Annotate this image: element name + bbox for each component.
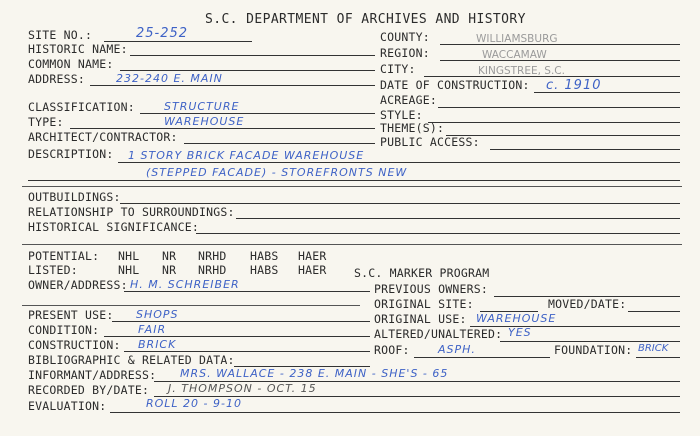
stamp-region: WACCAMAW bbox=[482, 49, 547, 61]
label-informant: INFORMANT/ADDRESS: bbox=[28, 368, 157, 382]
listed-nr: NR bbox=[162, 263, 177, 277]
line-region bbox=[440, 60, 680, 61]
value-condition: FAIR bbox=[138, 323, 167, 336]
label-present-use: PRESENT USE: bbox=[28, 308, 114, 322]
label-architect: ARCHITECT/CONTRACTOR: bbox=[28, 130, 178, 144]
listed-habs: HABS bbox=[250, 263, 279, 277]
line-altered bbox=[500, 341, 680, 342]
label-address: ADDRESS: bbox=[28, 72, 85, 86]
line-owner-address bbox=[124, 291, 370, 292]
label-description: DESCRIPTION: bbox=[28, 147, 114, 161]
value-foundation: BRICK bbox=[638, 343, 669, 354]
label-condition: CONDITION: bbox=[28, 323, 100, 337]
label-type: TYPE: bbox=[28, 115, 64, 129]
label-listed: LISTED: bbox=[28, 263, 78, 277]
value-evaluation: ROLL 20 - 9-10 bbox=[146, 397, 242, 410]
label-bibliographic: BIBLIOGRAPHIC & RELATED DATA: bbox=[28, 353, 235, 367]
card-title: S.C. DEPARTMENT OF ARCHIVES AND HISTORY bbox=[205, 12, 526, 27]
line-outbuildings bbox=[120, 203, 680, 204]
line-type bbox=[70, 128, 375, 129]
label-county: COUNTY: bbox=[380, 30, 430, 44]
listed-nrhd: NRHD bbox=[198, 263, 227, 277]
label-construction: CONSTRUCTION: bbox=[28, 338, 121, 352]
line-acreage bbox=[438, 107, 680, 108]
label-recorded-by: RECORDED BY/DATE: bbox=[28, 383, 150, 397]
potential-haer: HAER bbox=[298, 249, 327, 263]
line-relationship bbox=[236, 218, 680, 219]
label-style: STYLE: bbox=[380, 108, 423, 122]
label-original-use: ORIGINAL USE: bbox=[374, 312, 467, 326]
stamp-county: WILLIAMSBURG bbox=[476, 33, 558, 45]
line-style bbox=[428, 122, 680, 123]
value-original-use: WAREHOUSE bbox=[476, 312, 557, 325]
label-original-site: ORIGINAL SITE: bbox=[374, 297, 474, 311]
line-present-use bbox=[112, 321, 370, 322]
label-relationship: RELATIONSHIP TO SURROUNDINGS: bbox=[28, 205, 235, 219]
line-common-name bbox=[120, 70, 375, 71]
potential-nrhd: NRHD bbox=[198, 249, 227, 263]
line-themes bbox=[446, 135, 680, 136]
potential-nhl: NHL bbox=[118, 249, 140, 263]
line-address bbox=[90, 85, 375, 86]
value-roof: ASPH. bbox=[438, 343, 476, 356]
line-description-2 bbox=[28, 180, 680, 181]
section-divider-1 bbox=[22, 186, 682, 187]
label-moved-date: MOVED/DATE: bbox=[548, 297, 627, 311]
label-outbuildings: OUTBUILDINGS: bbox=[28, 190, 121, 204]
line-condition bbox=[104, 336, 370, 337]
label-classification: CLASSIFICATION: bbox=[28, 100, 135, 114]
label-region: REGION: bbox=[380, 46, 430, 60]
label-previous-owners: PREVIOUS OWNERS: bbox=[374, 282, 488, 296]
value-recorded-by: J. THOMPSON - OCT. 15 bbox=[168, 382, 317, 395]
label-city: CITY: bbox=[380, 62, 416, 76]
value-description-1: 1 STORY BRICK FACADE WAREHOUSE bbox=[128, 149, 365, 162]
label-roof: ROOF: bbox=[374, 343, 410, 357]
value-address: 232-240 E. MAIN bbox=[116, 72, 223, 85]
line-construction bbox=[124, 351, 370, 352]
line-description-1 bbox=[118, 162, 680, 163]
label-evaluation: EVALUATION: bbox=[28, 399, 107, 413]
value-date-of-construction: c. 1910 bbox=[546, 78, 602, 93]
label-acreage: ACREAGE: bbox=[380, 93, 437, 107]
listed-haer: HAER bbox=[298, 263, 327, 277]
section-divider-2 bbox=[22, 244, 682, 245]
value-type: WAREHOUSE bbox=[164, 115, 245, 128]
value-classification: STRUCTURE bbox=[164, 100, 240, 113]
value-description-2: (STEPPED FACADE) - STOREFRONTS NEW bbox=[146, 166, 408, 179]
value-present-use: SHOPS bbox=[136, 308, 179, 321]
line-classification bbox=[140, 113, 375, 114]
line-public-access bbox=[490, 149, 680, 150]
label-owner-address: OWNER/ADDRESS: bbox=[28, 278, 128, 292]
value-site-no: 25-252 bbox=[136, 26, 189, 41]
label-site-no: SITE NO.: bbox=[28, 28, 93, 42]
label-altered: ALTERED/UNALTERED: bbox=[374, 327, 503, 341]
label-public-access: PUBLIC ACCESS: bbox=[380, 135, 480, 149]
line-historical-significance bbox=[196, 233, 680, 234]
line-foundation bbox=[636, 357, 680, 358]
line-moved-date bbox=[628, 311, 680, 312]
potential-nr: NR bbox=[162, 249, 177, 263]
section-divider-3 bbox=[22, 305, 360, 306]
line-architect bbox=[184, 143, 375, 144]
potential-habs: HABS bbox=[250, 249, 279, 263]
label-themes: THEME(S): bbox=[380, 121, 445, 135]
line-roof bbox=[414, 357, 550, 358]
value-altered: YES bbox=[508, 326, 532, 339]
label-historical-significance: HISTORICAL SIGNIFICANCE: bbox=[28, 220, 199, 234]
value-construction: BRICK bbox=[138, 338, 177, 351]
label-common-name: COMMON NAME: bbox=[28, 57, 114, 71]
listed-nhl: NHL bbox=[118, 263, 140, 277]
stamp-city: KINGSTREE, S.C. bbox=[478, 65, 565, 77]
label-foundation: FOUNDATION: bbox=[554, 343, 633, 357]
line-historic-name bbox=[130, 55, 375, 56]
value-informant: MRS. WALLACE - 238 E. MAIN - SHE'S - 65 bbox=[180, 367, 449, 380]
value-owner-address: H. M. SCHREIBER bbox=[130, 278, 240, 291]
label-marker-program: S.C. MARKER PROGRAM bbox=[354, 266, 490, 280]
label-date-of-construction: DATE OF CONSTRUCTION: bbox=[380, 78, 530, 92]
label-historic-name: HISTORIC NAME: bbox=[28, 42, 128, 56]
line-evaluation bbox=[110, 412, 680, 413]
label-potential: POTENTIAL: bbox=[28, 249, 100, 263]
